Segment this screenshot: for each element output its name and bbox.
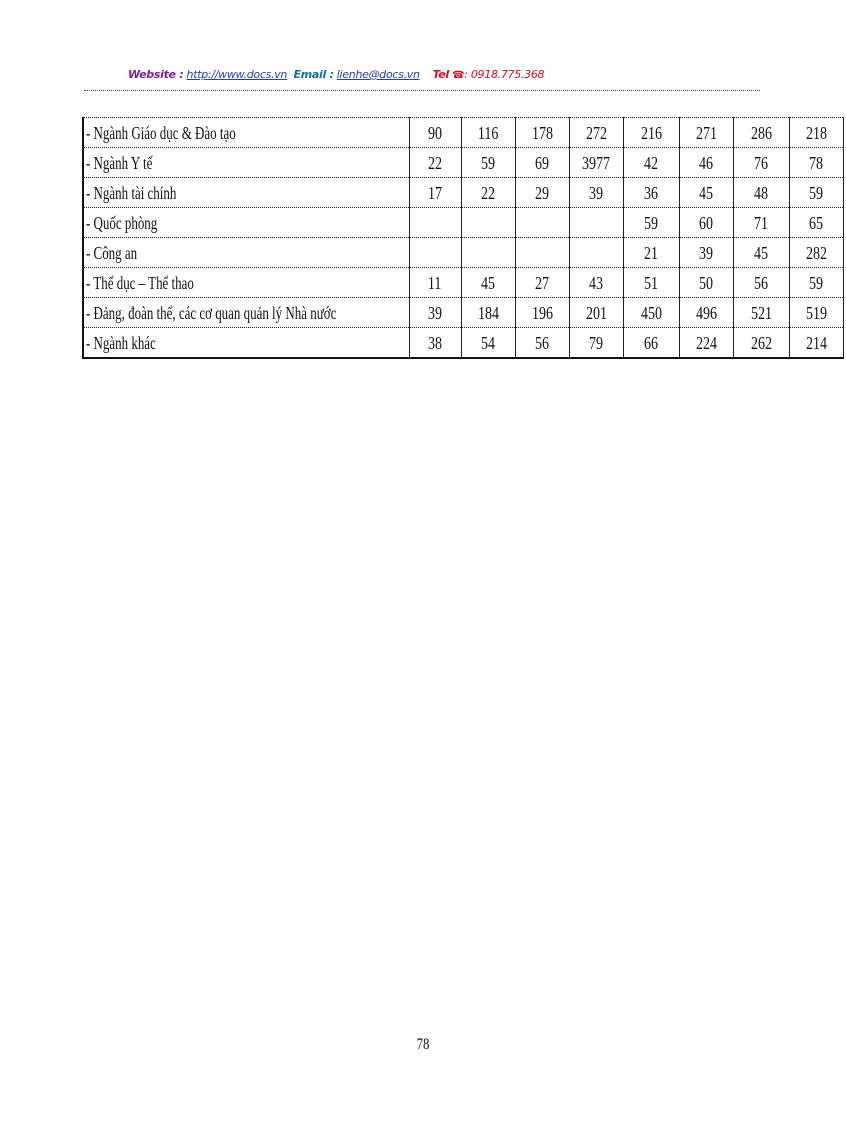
table-cell: 79 xyxy=(569,328,623,359)
table-row xyxy=(83,178,843,208)
table-cell: 271 xyxy=(679,118,733,148)
row-label: - Ngành Giáo dục & Đào tạo xyxy=(83,118,409,148)
table-cell: 201 xyxy=(569,298,623,328)
table-row xyxy=(83,268,843,298)
table-row xyxy=(83,298,843,328)
table-cell: 27 xyxy=(515,268,569,298)
table-cell: 17 xyxy=(409,178,461,208)
table-cell: 66 xyxy=(623,328,679,359)
table-cell: 59 xyxy=(623,208,679,238)
row-label: - Ngành tài chính xyxy=(83,178,409,208)
header-divider xyxy=(84,90,760,91)
table-cell xyxy=(409,238,461,268)
table-cell: 59 xyxy=(789,178,843,208)
page-header xyxy=(128,68,544,81)
table-cell: 45 xyxy=(679,178,733,208)
table-cell: 450 xyxy=(623,298,679,328)
table-cell: 224 xyxy=(679,328,733,359)
table-cell: 48 xyxy=(733,178,789,208)
table-cell: 262 xyxy=(733,328,789,359)
table-cell: 286 xyxy=(733,118,789,148)
phone-icon: ☎ xyxy=(452,70,465,81)
page-number: 78 xyxy=(416,1036,430,1053)
table-cell: 196 xyxy=(515,298,569,328)
table-cell: 282 xyxy=(789,238,843,268)
table-cell: 11 xyxy=(409,268,461,298)
table-row xyxy=(83,148,843,178)
table-cell: 65 xyxy=(789,208,843,238)
table-cell: 272 xyxy=(569,118,623,148)
tel-number: : 0918.775.368 xyxy=(464,68,545,81)
row-label: - Thể dục – Thể thao xyxy=(83,268,409,298)
table-cell: 218 xyxy=(789,118,843,148)
table-cell: 50 xyxy=(679,268,733,298)
table-cell: 216 xyxy=(623,118,679,148)
table-cell xyxy=(409,208,461,238)
table-cell: 46 xyxy=(679,148,733,178)
row-label: - Quốc phòng xyxy=(83,208,409,238)
table-cell: 42 xyxy=(623,148,679,178)
table-cell xyxy=(569,238,623,268)
table-cell: 519 xyxy=(789,298,843,328)
table-cell: 39 xyxy=(569,178,623,208)
table-cell: 45 xyxy=(461,268,515,298)
table-cell: 116 xyxy=(461,118,515,148)
table-cell: 54 xyxy=(461,328,515,359)
website-link[interactable]: http://www.docs.vn xyxy=(186,68,288,81)
website-label: Website : xyxy=(128,68,184,81)
table-cell: 184 xyxy=(461,298,515,328)
table-cell: 51 xyxy=(623,268,679,298)
table-cell: 43 xyxy=(569,268,623,298)
statistics-table-container xyxy=(82,117,827,360)
table-cell: 29 xyxy=(515,178,569,208)
table-row xyxy=(83,328,843,359)
row-label: - Công an xyxy=(83,238,409,268)
table-cell: 76 xyxy=(733,148,789,178)
table-cell: 90 xyxy=(409,118,461,148)
table-cell: 496 xyxy=(679,298,733,328)
row-label: - Ngành Y tế xyxy=(83,148,409,178)
table-cell: 60 xyxy=(679,208,733,238)
table-cell: 38 xyxy=(409,328,461,359)
table-cell: 69 xyxy=(515,148,569,178)
table-cell xyxy=(515,238,569,268)
table-cell: 39 xyxy=(679,238,733,268)
table-cell: 3977 xyxy=(569,148,623,178)
table-cell: 78 xyxy=(789,148,843,178)
table-row xyxy=(83,238,843,268)
table-row xyxy=(83,118,843,148)
table-cell: 45 xyxy=(733,238,789,268)
table-cell: 521 xyxy=(733,298,789,328)
table-cell: 214 xyxy=(789,328,843,359)
email-label: Email : xyxy=(293,68,334,81)
table-cell: 59 xyxy=(461,148,515,178)
row-label: - Ngành khác xyxy=(83,328,409,359)
table-cell xyxy=(515,208,569,238)
table-cell: 22 xyxy=(461,178,515,208)
table-cell: 178 xyxy=(515,118,569,148)
table-cell: 59 xyxy=(789,268,843,298)
row-label: - Đảng, đoàn thể, các cơ quan quản lý Nhà nước xyxy=(83,298,409,328)
table-row xyxy=(83,208,843,238)
table-cell: 71 xyxy=(733,208,789,238)
email-link[interactable]: lienhe@docs.vn xyxy=(336,68,420,81)
table-cell: 36 xyxy=(623,178,679,208)
statistics-table xyxy=(82,117,844,359)
table-cell xyxy=(569,208,623,238)
table-cell: 22 xyxy=(409,148,461,178)
table-cell: 21 xyxy=(623,238,679,268)
table-cell xyxy=(461,208,515,238)
table-cell: 56 xyxy=(733,268,789,298)
tel-label: Tel xyxy=(432,68,449,81)
table-cell: 56 xyxy=(515,328,569,359)
table-cell: 39 xyxy=(409,298,461,328)
table-cell xyxy=(461,238,515,268)
